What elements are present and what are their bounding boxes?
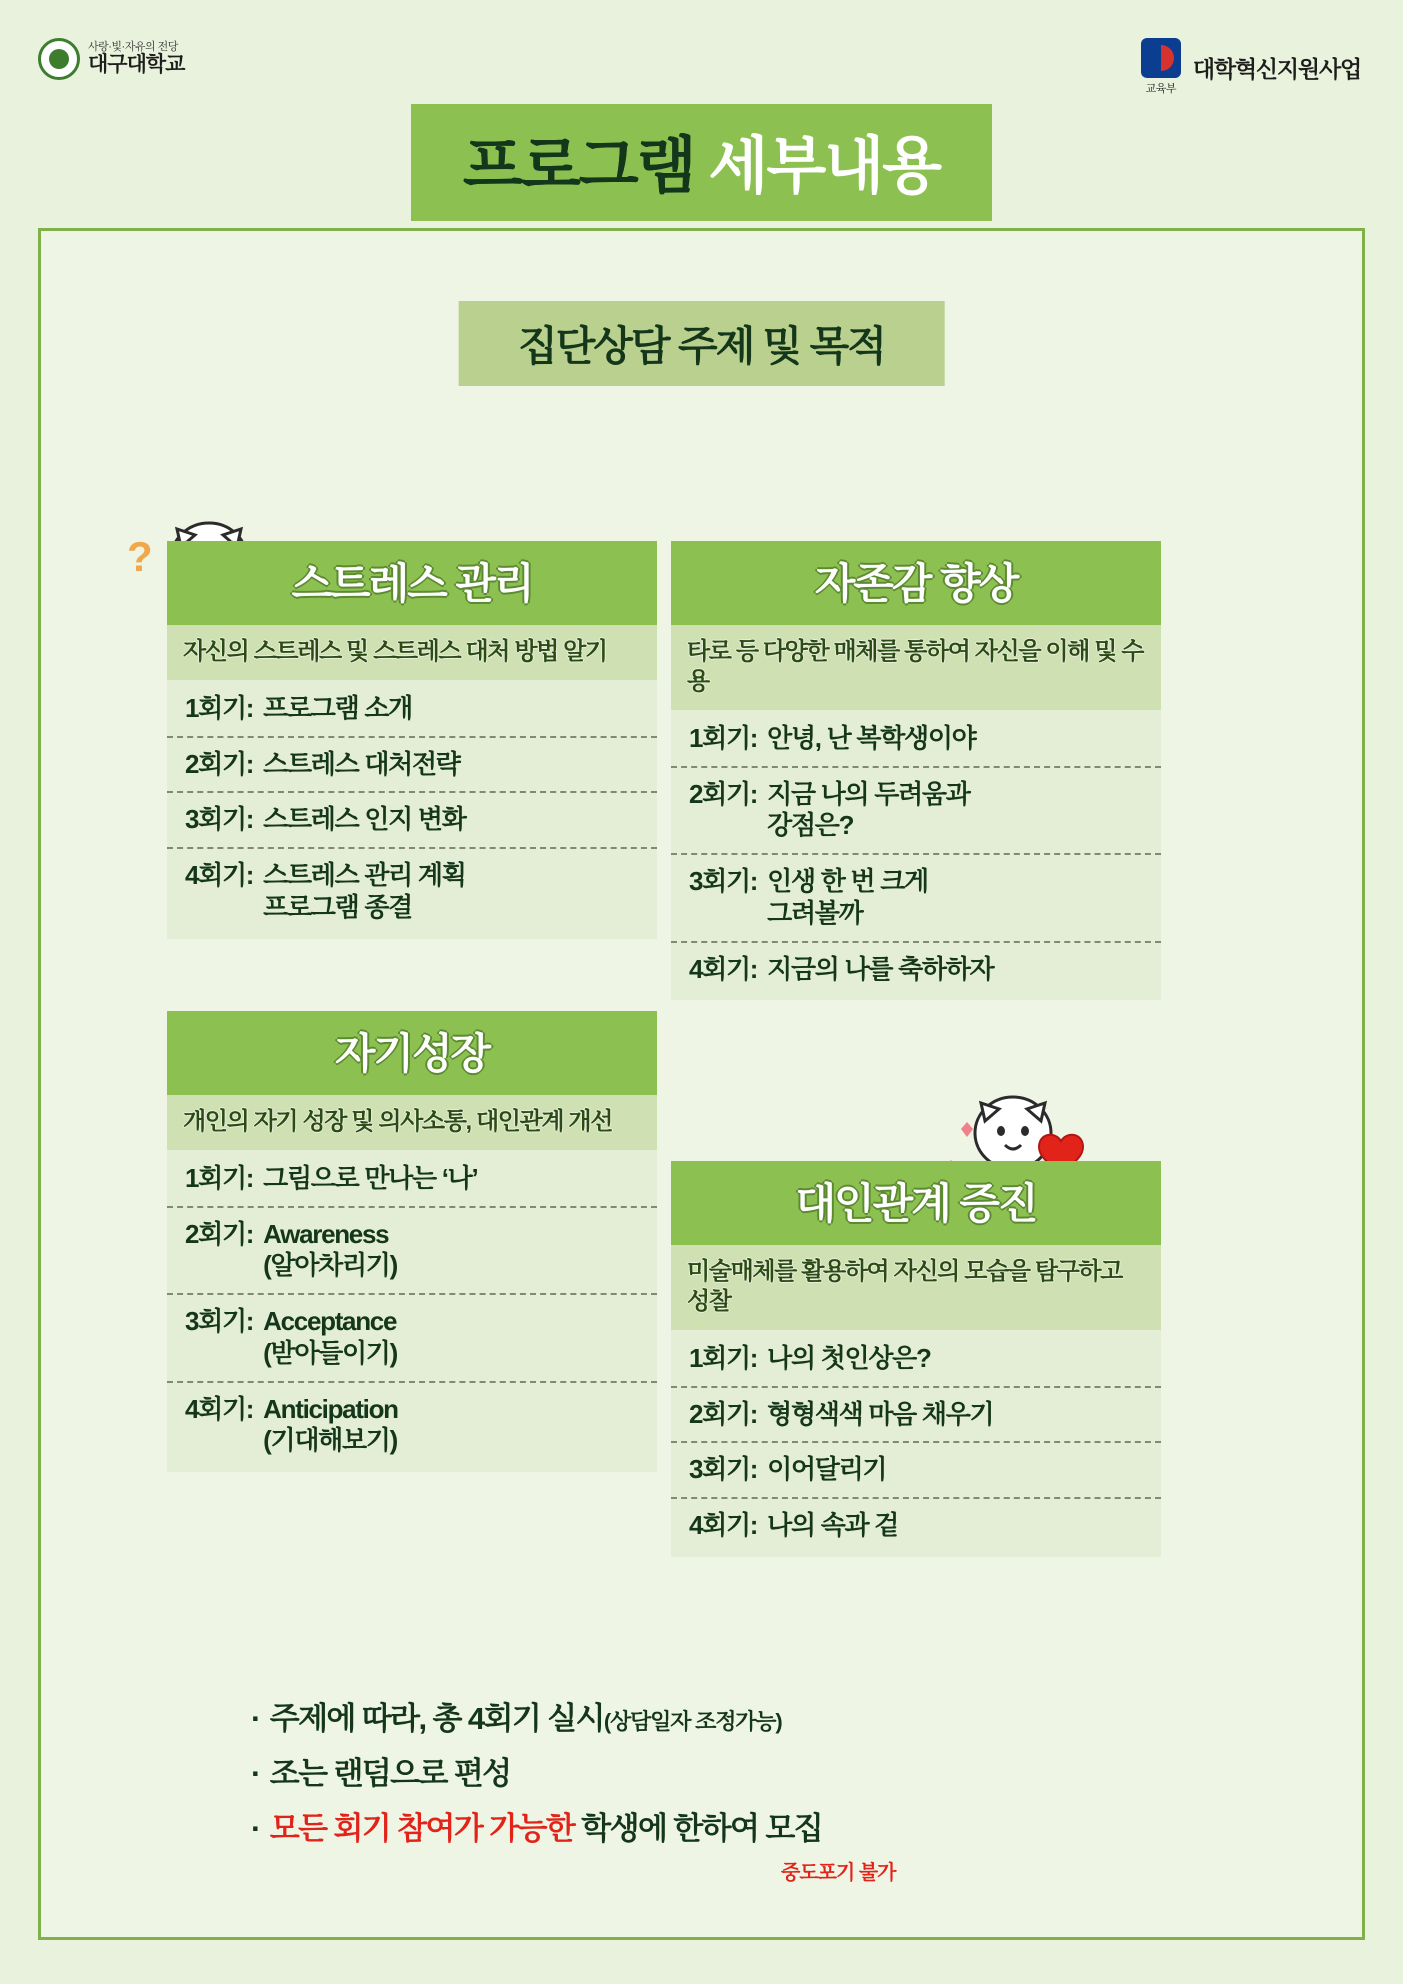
session-list xyxy=(167,680,657,939)
session-text: 스트레스 대처전략 xyxy=(263,748,460,779)
session-label: 3회기: xyxy=(689,1454,758,1485)
page-title-part2: 세부내용 xyxy=(708,132,941,201)
session-list xyxy=(671,710,1161,1000)
card-self-esteem xyxy=(671,541,1161,1000)
bullet-icon: · xyxy=(251,1811,260,1846)
card-title: 대인관계 증진 xyxy=(671,1161,1161,1245)
note-3-small: 중도포기 불가 xyxy=(781,1862,896,1884)
session-item xyxy=(167,1295,657,1382)
session-item xyxy=(671,712,1161,768)
session-label: 3회기: xyxy=(185,1306,254,1337)
session-item xyxy=(167,849,657,934)
card-description: 타로 등 다양한 매체를 통하여 자신을 이해 및 수용 xyxy=(671,625,1161,710)
session-label: 4회기: xyxy=(689,953,758,984)
session-item xyxy=(671,1443,1161,1499)
section-heading: 집단상담 주제 및 목적 xyxy=(458,301,945,386)
government-symbol-icon xyxy=(1141,38,1181,78)
content-panel xyxy=(38,228,1365,1940)
session-text: Awareness (알아차리기) xyxy=(263,1218,397,1281)
session-item xyxy=(671,1332,1161,1388)
session-list xyxy=(671,1330,1161,1557)
session-label: 1회기: xyxy=(689,723,758,753)
bullet-icon: · xyxy=(251,1701,260,1736)
page-title-part1: 프로그램 xyxy=(462,132,695,201)
university-tagline: 사랑·빛·자유의 전당 xyxy=(88,40,178,53)
session-label: 4회기: xyxy=(185,1393,254,1424)
session-text: 안녕, 난 복학생이야 xyxy=(767,723,976,753)
card-description: 미술매체를 활용하여 자신의 모습을 탐구하고 성찰 xyxy=(671,1245,1161,1330)
session-label: 2회기: xyxy=(689,1398,758,1429)
session-label: 3회기: xyxy=(185,804,254,835)
session-text: 이어달리기 xyxy=(767,1454,887,1485)
session-text: 나의 속과 겉 xyxy=(767,1510,899,1541)
card-title: 자기성장 xyxy=(167,1011,657,1095)
session-text: Anticipation (기대해보기) xyxy=(263,1393,398,1456)
session-label: 4회기: xyxy=(185,860,254,891)
session-item xyxy=(167,682,657,738)
card-self-growth xyxy=(167,1011,657,1472)
program-name: 대학혁신지원사업 xyxy=(1192,55,1361,82)
session-item xyxy=(167,793,657,849)
session-label: 1회기: xyxy=(689,1343,758,1373)
session-item xyxy=(671,1499,1161,1553)
session-text: 스트레스 인지 변화 xyxy=(263,804,466,835)
card-description: 자신의 스트레스 및 스트레스 대처 방법 알기 xyxy=(167,625,657,680)
session-label: 2회기: xyxy=(185,748,254,779)
note-1-sub: (상담일자 조정가능) xyxy=(603,1709,782,1734)
university-emblem-icon xyxy=(38,38,80,80)
session-label: 1회기: xyxy=(185,693,254,723)
note-item-1 xyxy=(251,1693,1362,1738)
page-header xyxy=(0,0,1403,118)
session-label: 3회기: xyxy=(689,866,758,897)
title-banner xyxy=(0,104,1403,221)
note-3-highlight: 모든 회기 참여가 가능한 xyxy=(269,1811,575,1846)
session-label: 4회기: xyxy=(689,1510,758,1541)
svg-text:?: ? xyxy=(127,533,153,580)
card-interpersonal-relations xyxy=(671,1161,1161,1557)
note-3-rest: 학생에 한하여 모집 xyxy=(581,1811,823,1846)
session-label: 2회기: xyxy=(689,778,758,809)
card-description: 개인의 자기 성장 및 의사소통, 대인관계 개선 xyxy=(167,1095,657,1150)
footer-notes xyxy=(41,1693,1362,1885)
university-logo xyxy=(38,38,184,80)
session-item xyxy=(671,768,1161,855)
session-list xyxy=(167,1150,657,1472)
session-item xyxy=(671,1388,1161,1444)
session-item xyxy=(167,738,657,794)
card-title: 자존감 향상 xyxy=(671,541,1161,625)
session-text: 지금 나의 두려움과 강점은? xyxy=(767,778,970,841)
session-label: 1회기: xyxy=(185,1163,254,1193)
note-item-2 xyxy=(251,1748,1362,1793)
ministry-logo xyxy=(1141,38,1361,96)
session-text: Acceptance (받아들이기) xyxy=(263,1306,397,1368)
session-text: 형형색색 마음 채우기 xyxy=(767,1398,994,1429)
session-item xyxy=(167,1208,657,1295)
note-item-3 xyxy=(251,1803,1362,1848)
session-text: 그림으로 만나는 ‘나’ xyxy=(263,1163,478,1193)
session-item xyxy=(671,855,1161,942)
session-text: 인생 한 번 크게 그려볼까 xyxy=(767,866,928,928)
note-1-main: 주제에 따라, 총 4회기 실시 xyxy=(269,1701,604,1736)
note-2-text: 조는 랜덤으로 편성 xyxy=(269,1756,511,1791)
card-title: 스트레스 관리 xyxy=(167,541,657,625)
session-text: 프로그램 소개 xyxy=(263,693,412,723)
session-text: 지금의 나를 축하하자 xyxy=(767,953,994,984)
university-name: 대구대학교 xyxy=(88,53,185,77)
session-label: 2회기: xyxy=(185,1218,254,1249)
session-text: 나의 첫인상은? xyxy=(767,1343,931,1373)
session-item xyxy=(167,1383,657,1468)
session-item xyxy=(671,943,1161,997)
session-item xyxy=(167,1152,657,1208)
bullet-icon: · xyxy=(251,1756,260,1791)
ministry-label: 교육부 xyxy=(1145,83,1177,95)
card-stress-management xyxy=(167,541,657,939)
session-text: 스트레스 관리 계획 프로그램 종결 xyxy=(263,860,466,922)
